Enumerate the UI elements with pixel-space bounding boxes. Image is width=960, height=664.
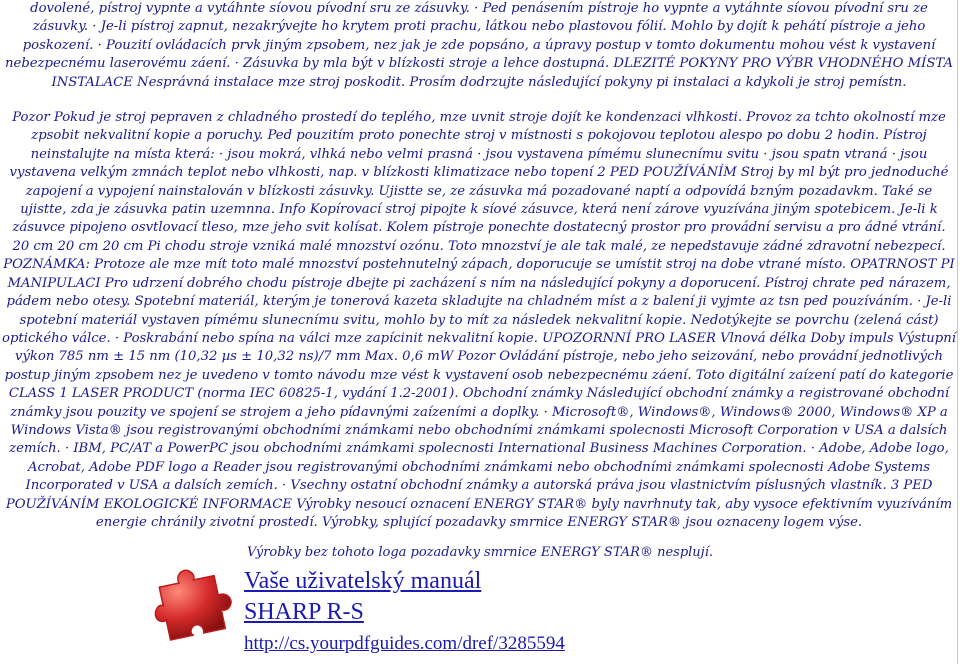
- paragraph-installation: Pozor Pokud je stroj pepraven z chladného prostedí do teplého, mze uvnit stroje dojít ke kondenzaci vlhkosti. Provoz za tchto okolností mze zpsobit nekvalitní kopie a poruchy. Ped pouzitím proto ponechte stroj v místnosti s pokojovou teplotou alespo po dobu 2 hodin. Pístroj neinstalujte na místa která: · jsou mokrá, vlhká nebo velmi prasná · jsou vystavena pímému slunecnímu svitu · jsou spatn vtraná · jsou vystavena velkým zmnách teplot nebo vlhkosti, nap. v blízkosti klimatizace nebo topení 2 PED POUŽÍVÁNÍM Stroj by ml být pro jednoduché zapojení a vypojení nainstalován v blízkosti zásuvky. Ujistte se, ze zásuvka má pozadované naptí a odpovídá bzným pozadavkm. Také se ujistte, zda je zásuvka patin uzemnna. Info Kopírovací stroj pipojte k síové zásuvce, která není zárove vyuzívána jiným spotebicem. Je-li k zásuvce pipojeno osvtlovací tleso, mze jeho svit kolísat. Kolem pístroje ponechte dostatecný prostor pro provádní servisu a pro ádné vtrání.: [9, 110, 949, 236]
- manual-title-link[interactable]: Vaše uživatelský manuál: [244, 568, 482, 594]
- puzzle-logo-icon: [150, 560, 242, 646]
- paragraph-laser-trademarks: 20 cm 20 cm 20 cm Pi chodu stroje vzniká malé mnozství ozónu. Toto mnozství je ale tak malé, ze nepedstavuje zádné zdravotní nebezpecí. POZNÁMKA: Protoze ale mze mít toto malé mnozství postehnutelný zápach, doporucuje se umístit stroj na dobe vtrané místo. OPATRNOST PI MANIPULACI Pro udrzení dobrého chodu pístroje dbejte pi zacházení s ním na následující pokyny a doporucení. Pístroj chrate ped nárazem, pádem nebo otesy. Spotební materiál, kterým je tonerová kazeta skladujte na chladném míst a z balení ji vyjmte az tsn ped pouzíváním. · Je-li spotební materiál vystaven pímému slunecnímu svitu, mohlo by to mít za následek nekvalitní kopie. Nedotýkejte se povrchu (zelená cást) optického válce. · Poskrabání nebo spína na válci mze zapícinit nekvalitní kopie. UPOZORNNÍ PRO LASER Vlnová délka Doby impuls Výstupní výkon 785 nm ± 15 nm (10,32 µs ± 10,32 ns)/7 mm Max. 0,6 mW Pozor Ovládání pístroje, nebo jeho seizování, nebo provádní jednotlivých postup jiným zpsobem nez je uvedeno v tomto návodu mze vést k vystavení osob nebezpecnému záení. Toto digitální zaízení patí do kategorie CLASS 1 LASER PRODUCT (norma IEC 60825-1, vydání 1.2-2001). Obchodní známky Následující obchodní známky a registrované obchodní známky jsou pouzity ve spojení se strojem a jeho pídavnými zaízeními a doplky. · Microsoft®, Windows®, Windows® 2000, Windows® XP a Windows Vista® jsou registrovanými obchodními známkami nebo obchodními známkami spolecnosti Microsoft Corporation v USA a dalsích zemích. · IBM, PC/AT a PowerPC jsou obchodními známkami spolecnosti International Business Machines Corporation. · Adobe, Adobe logo, Acrobat, Adobe PDF logo a Reader jsou registrovanými obchodními známkami nebo obchodními známkami spolecnosti Adobe Systems Incorporated v USA a dalsích zemích. · Vsechny ostatní obchodní známky a autorská práva jsou vlastnictvím píslusných vlastník. 3 PED POUŽÍVÁNÍM EKOLOGICKÉ INFORMACE Výrobky nesoucí oznacení ENERGY STAR® byly navrhnuty tak, aby vysoce efektivním vyuzíváním energie chránily zivotní prostedí. Výrobky, splující pozadavky smrnice ENERGY STAR® jsou oznaceny logem výse.: [2, 238, 956, 530]
- manual-url-link[interactable]: http://cs.yourpdfguides.com/dref/3285594: [244, 633, 565, 654]
- energy-star-note: Výrobky bez tohoto loga pozadavky smrnice ENERGY STAR® nesplují.: [246, 545, 713, 560]
- manual-links: [244, 566, 565, 658]
- document-body: [2, 0, 956, 532]
- page-border: [957, 0, 958, 664]
- product-link[interactable]: SHARP R-S: [244, 599, 364, 625]
- paragraph-safety-instructions: dovolené, pístroj vypnte a vytáhnte síovou pívodní sru ze zásuvky. · Ped penásením pístroje ho vypnte a vytáhnte síovou pívodní sru ze zásuvky. · Je-li pístroj zapnut, nezakrývejte ho krytem proti prachu, látkou nebo plastovou fólií. Mohlo by dojít k pehátí pístroje a jeho poskození. · Pouzití ovládacích prvk jiným zpsobem, nez jak je zde popsáno, a úpravy postup v tomto dokumentu mohou vést k vystavení nebezpecnému laserovému záení. · Zásuvka by mla být v blízkosti stroje a lehce dostupná. DLEZITÉ POKYNY PRO VÝBR VHODNÉHO MÍSTA INSTALACE Nesprávná instalace mze stroj poskodit. Prosím dodrzujte následující pokyny pi instalaci a kdykoli je stroj pemístn.: [5, 1, 953, 90]
